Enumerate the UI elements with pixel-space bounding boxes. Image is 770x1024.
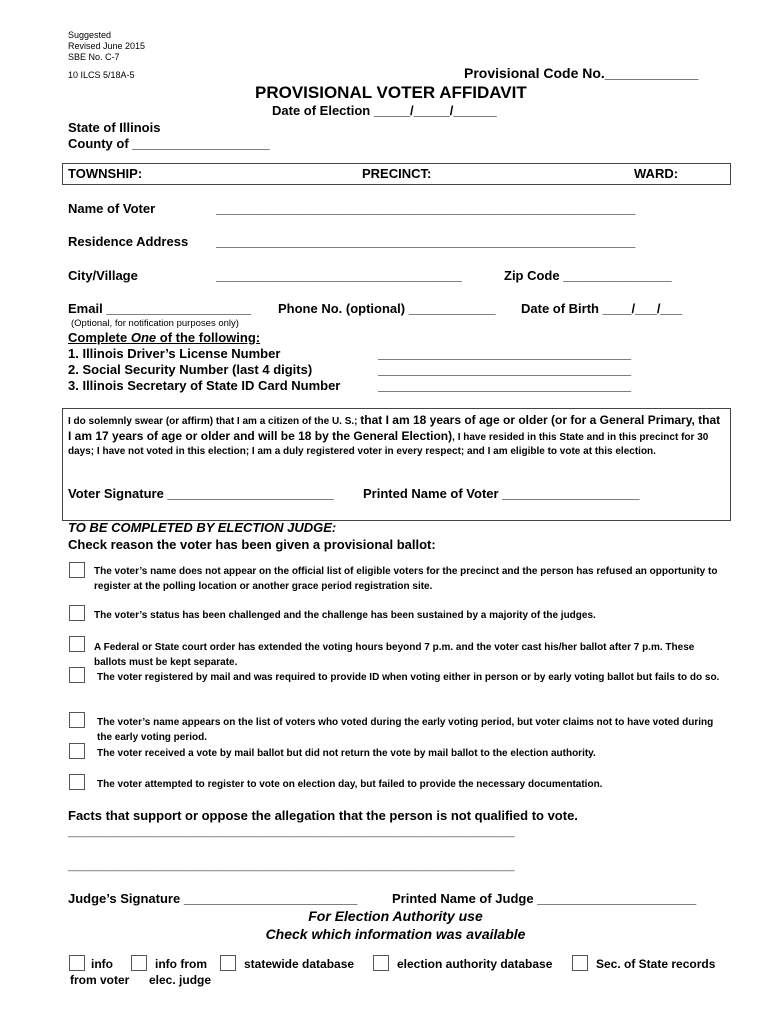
reason-text: The voter’s status has been challenged and the challenge has been sustained by a majority of the judges. (94, 610, 596, 621)
precinct-field[interactable]: PRECINCT: (362, 166, 432, 181)
option-label: statewide database (244, 957, 355, 971)
county-field[interactable]: County of ___________________ (68, 136, 270, 151)
reason-text: The voter received a vote by mail ballot but did not return the vote by mail ballot to the election authority. (97, 748, 596, 759)
state-label: State of Illinois (68, 120, 161, 135)
id-item-label: 1. Illinois Driver’s License Number (68, 346, 281, 361)
info-from-judge-checkbox[interactable] (131, 955, 147, 971)
residence-address-input[interactable]: __________________________________________________________ (216, 234, 636, 249)
option-label: elec. judge (149, 973, 212, 987)
reason-text: A Federal or State court order has extended the voting hours beyond 7 p.m. and the voter cast his/her ballot after 7 p.m. These ballots must be kept separate. (94, 642, 695, 668)
reason-checkbox[interactable] (69, 712, 85, 728)
reason-checkbox[interactable] (69, 636, 85, 652)
name-of-voter-label: Name of Voter (68, 201, 156, 216)
sbe-number: SBE No. C-7 (68, 52, 120, 62)
option-label: election authority database (397, 957, 553, 971)
ssn-input[interactable]: ___________________________________ (378, 362, 632, 377)
reason-checkbox[interactable] (69, 605, 85, 621)
id-item-label: 3. Illinois Secretary of State ID Card Number (68, 378, 341, 393)
facts-input-line[interactable]: _________________________________________________________________________ (68, 860, 515, 872)
ilcs-reference: 10 ILCS 5/18A-5 (68, 70, 135, 80)
reason-checkbox[interactable] (69, 743, 85, 759)
reason-checkbox[interactable] (69, 667, 85, 683)
printed-name-voter-field[interactable]: Printed Name of Voter ___________________ (363, 486, 640, 501)
residence-address-label: Residence Address (68, 234, 189, 249)
phone-field[interactable]: Phone No. (optional) ____________ (278, 301, 496, 316)
email-note: (Optional, for notification purposes only) (71, 318, 239, 329)
township-field[interactable]: TOWNSHIP: (68, 166, 143, 181)
reason-subheading: Check reason the voter has been given a provisional ballot: (68, 537, 436, 552)
reason-text: The voter’s name does not appear on the official list of eligible voters for the precinct and the person has refused an opportunity to register at the polling location or another grace period registration site. (94, 566, 718, 592)
email-field[interactable]: Email ____________________ (68, 301, 251, 316)
printed-name-judge-field[interactable]: Printed Name of Judge ______________________ (392, 891, 697, 906)
oath-text: I do solemnly swear (or affirm) that I am a citizen of the U. S.; that I am 18 years of age or older (or for a General Primary, that I am 17 years of age or older and will be 18 by the General Election), I have resided in this State and in this precinct for 30 days; I have not voted in this election; I am a duly registered voter in every respect; and I am eligible to vote at this election. (68, 413, 721, 457)
reason-text: The voter registered by mail and was required to provide ID when voting either in person or by early voting ballot but fails to do so. (97, 672, 720, 683)
id-item-label: 2. Social Security Number (last 4 digits) (68, 362, 313, 377)
drivers-license-input[interactable]: ___________________________________ (378, 346, 632, 361)
reason-text: The voter’s name appears on the list of voters who voted during the early voting period, but voter claims not to have voted during the early voting period. (97, 717, 714, 743)
state-id-input[interactable]: ___________________________________ (378, 378, 632, 393)
reason-text: The voter attempted to register to vote on election day, but failed to provide the necessary documentation. (97, 779, 603, 790)
option-label: info (91, 957, 113, 971)
date-of-birth-field[interactable]: Date of Birth ____/___/___ (521, 301, 683, 316)
facts-input-line[interactable]: _________________________________________________________________________ (68, 826, 515, 838)
authority-subheading: Check which information was available (265, 926, 526, 942)
id-section-heading: Complete One of the following: (68, 330, 261, 345)
name-of-voter-input[interactable]: __________________________________________________________ (216, 201, 636, 216)
suggested-text: Suggested (68, 30, 112, 40)
page-title: PROVISIONAL VOTER AFFIDAVIT (255, 83, 527, 102)
statewide-database-checkbox[interactable] (220, 955, 236, 971)
authority-heading: For Election Authority use (308, 908, 483, 924)
option-label: from voter (70, 973, 130, 987)
ward-field[interactable]: WARD: (634, 166, 679, 181)
reason-checkbox[interactable] (69, 774, 85, 790)
judge-section-heading: TO BE COMPLETED BY ELECTION JUDGE: (68, 520, 337, 535)
option-label: info from (155, 957, 207, 971)
judge-signature-field[interactable]: Judge’s Signature ________________________ (68, 891, 358, 906)
facts-label: Facts that support or oppose the allegation that the person is not qualified to vote. (68, 808, 578, 823)
sos-records-checkbox[interactable] (572, 955, 588, 971)
option-label: Sec. of State records (596, 957, 716, 971)
info-from-voter-checkbox[interactable] (69, 955, 85, 971)
provisional-code-field[interactable]: Provisional Code No.____________ (464, 65, 699, 81)
voter-signature-field[interactable]: Voter Signature _______________________ (68, 486, 334, 501)
revised-text: Revised June 2015 (68, 41, 146, 51)
zip-code-field[interactable]: Zip Code _______________ (504, 268, 672, 283)
election-authority-database-checkbox[interactable] (373, 955, 389, 971)
date-of-election-field[interactable]: Date of Election _____/_____/______ (272, 103, 497, 118)
city-village-input[interactable]: __________________________________ (216, 268, 462, 283)
reason-checkbox[interactable] (69, 562, 85, 578)
city-village-label: City/Village (68, 268, 138, 283)
